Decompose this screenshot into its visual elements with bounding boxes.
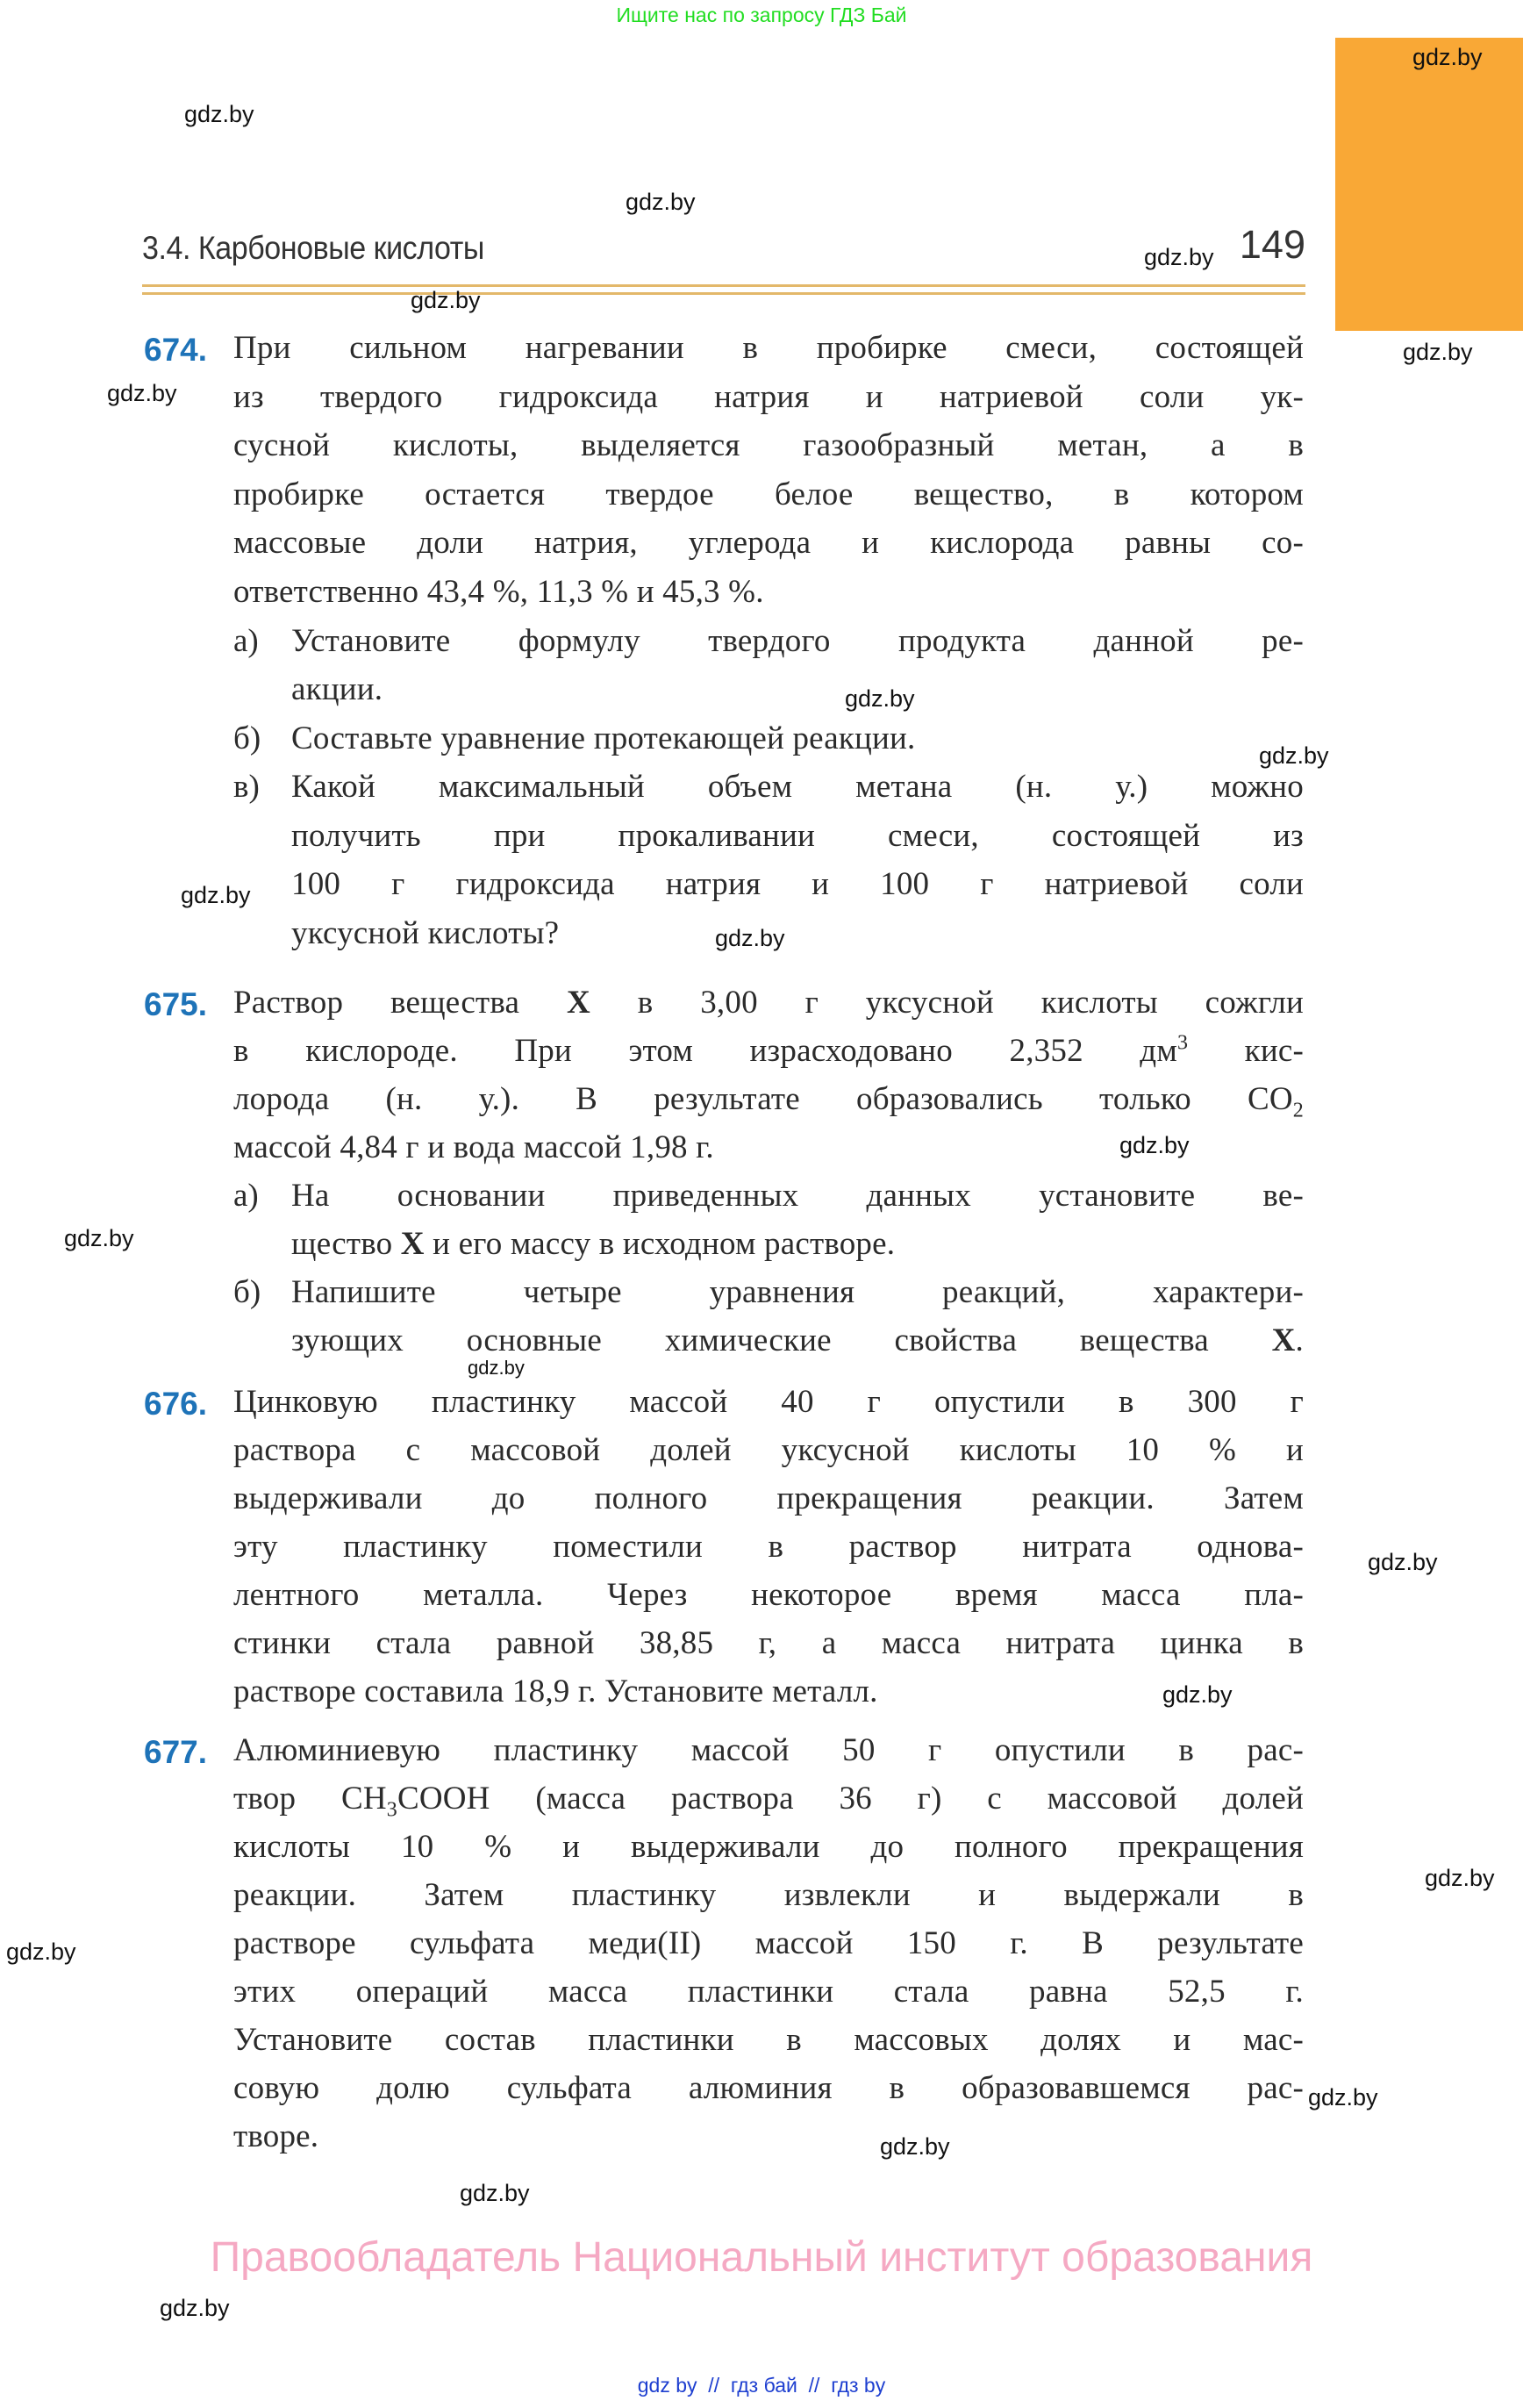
- copyright-notice: Правообладатель Национальный институт образования: [210, 2234, 1313, 2281]
- watermark: gdz.by: [107, 380, 177, 406]
- part-label: б): [233, 720, 261, 756]
- problem-text-line: При сильном нагревании в пробирке смеси, состоящей: [233, 330, 1304, 366]
- watermark: gdz.by: [6, 1939, 76, 1965]
- problem-text-line: [233, 1081, 1304, 1122]
- watermark: gdz.by: [1119, 1132, 1190, 1158]
- watermark: gdz.by: [184, 101, 254, 127]
- problem-text-line: Алюминиевую пластинку массой 50 г опустили в рас-: [233, 1732, 1304, 1768]
- part-text-line: 100 г гидроксида натрия и 100 г натриевой соли: [291, 866, 1304, 902]
- problem-text-line: [233, 986, 1304, 1019]
- watermark: gdz.by: [626, 189, 696, 215]
- text-span: в кислороде. При этом израсходовано 2,352 дм: [233, 1033, 1177, 1069]
- search-banner: Ищите нас по запросу ГДЗ Бай: [616, 4, 907, 26]
- watermark: gdz.by: [1144, 244, 1214, 270]
- text-span: COOH (масса раствора 36 г) с массовой долей: [397, 1781, 1304, 1817]
- part-text-line: [291, 1324, 1304, 1357]
- watermark: gdz.by: [468, 1357, 525, 1379]
- watermark: gdz.by: [1259, 742, 1329, 769]
- part-text-line: Установите формулу твердого продукта данной ре-: [291, 623, 1304, 659]
- watermark: gdz.by: [1403, 339, 1473, 365]
- text-span: щество: [291, 1226, 401, 1262]
- watermark: gdz.by: [160, 2295, 230, 2321]
- watermark: gdz.by: [845, 685, 915, 712]
- watermark: gdz.by: [1425, 1865, 1495, 1891]
- problem-text-line: растворе сульфата меди(II) массой 150 г. В результате: [233, 1925, 1304, 1961]
- problem-text-line: выдерживали до полного прекращения реакции. Затем: [233, 1480, 1304, 1516]
- text-span: твор CH: [233, 1781, 387, 1817]
- watermark: gdz.by: [880, 2133, 950, 2160]
- watermark: gdz.by: [1368, 1549, 1438, 1575]
- problem-text-line: стинки стала равной 38,85 г, а масса нитрата цинка в: [233, 1625, 1304, 1661]
- superscript: 3: [1176, 1031, 1189, 1055]
- watermark: gdz.by: [1162, 1681, 1233, 1708]
- footer-links[interactable]: gdz by // гдз бай // гдз by: [637, 2374, 886, 2397]
- problem-text-line: этих операций масса пластинки стала равна 52,5 г.: [233, 1974, 1304, 2010]
- watermark: gdz.by: [715, 925, 785, 951]
- part-text-line: Составьте уравнение протекающей реакции.: [291, 720, 916, 756]
- problem-number: 676.: [144, 1386, 208, 1422]
- part-text-line: [291, 1228, 1304, 1260]
- watermark: gdz.by: [1412, 44, 1483, 70]
- part-label: а): [233, 1178, 259, 1214]
- problem-text-line: массой 4,84 г и вода массой 1,98 г.: [233, 1129, 714, 1165]
- part-text-line: На основании приведенных данных установите ве-: [291, 1178, 1304, 1214]
- problem-number: 677.: [144, 1734, 208, 1770]
- problem-text-line: совую долю сульфата алюминия в образовавшемся рас-: [233, 2070, 1304, 2106]
- problem-text-line: массовые доли натрия, углерода и кислорода равны со-: [233, 525, 1304, 561]
- problem-text-line: реакции. Затем пластинку извлекли и выдержали в: [233, 1877, 1304, 1913]
- page-number: 149: [1239, 222, 1305, 267]
- header-rule-bottom: [142, 292, 1305, 295]
- problem-text-line: эту пластинку поместили в раствор нитрата однова-: [233, 1529, 1304, 1565]
- part-text-line: Напишите четыре уравнения реакций, характери-: [291, 1274, 1304, 1310]
- problem-number: 674.: [144, 332, 208, 368]
- problem-text-line: сусной кислоты, выделяется газообразный метан, а в: [233, 427, 1304, 463]
- text-span: и его массу в исходном растворе.: [424, 1226, 896, 1262]
- problem-text-line: Цинковую пластинку массой 40 г опустили в 300 г: [233, 1384, 1304, 1420]
- problem-text-line: лентного металла. Через некоторое время масса пла-: [233, 1577, 1304, 1613]
- problem-text-line: кислоты 10 % и выдерживали до полного прекращения: [233, 1829, 1304, 1865]
- text-span: .: [1295, 1322, 1304, 1358]
- text-span: лорода (н. у.). В результате образовались только CO: [233, 1081, 1293, 1117]
- problem-text-line: пробирке остается твердое белое вещество, в котором: [233, 477, 1304, 512]
- variable-x: X: [1271, 1322, 1296, 1358]
- problem-text-line: [233, 1031, 1304, 1069]
- part-text-line: Какой максимальный объем метана (н. у.) можно: [291, 769, 1304, 805]
- watermark: gdz.by: [64, 1225, 134, 1251]
- text-span: Раствор вещества: [233, 985, 567, 1021]
- watermark: gdz.by: [460, 2180, 530, 2206]
- problem-number: 675.: [144, 986, 208, 1022]
- text-span: кис-: [1188, 1033, 1304, 1069]
- section-title: 3.4. Карбоновые кислоты: [142, 230, 484, 266]
- watermark: gdz.by: [411, 287, 481, 313]
- part-label: а): [233, 623, 259, 659]
- variable-x: X: [566, 985, 590, 1021]
- variable-x: X: [400, 1226, 425, 1262]
- problem-text-line: [233, 1781, 1304, 1822]
- watermark: gdz.by: [181, 882, 251, 908]
- problem-text-line: ответственно 43,4 %, 11,3 % и 45,3 %.: [233, 574, 764, 610]
- problem-text-line: из твердого гидроксида натрия и натриевой соли ук-: [233, 379, 1304, 415]
- subscript: 3: [386, 1798, 397, 1822]
- watermark: gdz.by: [1308, 2084, 1378, 2111]
- part-label: в): [233, 769, 260, 805]
- part-text-line: получить при прокаливании смеси, состоящей из: [291, 818, 1304, 854]
- problem-text-line: творе.: [233, 2118, 319, 2154]
- text-span: в 3,00 г уксусной кислоты сожгли: [590, 985, 1305, 1021]
- problem-text-line: раствора с массовой долей уксусной кислоты 10 % и: [233, 1432, 1304, 1468]
- page-edge-tab: [1335, 38, 1523, 331]
- problem-text-line: растворе составила 18,9 г. Установите металл.: [233, 1673, 878, 1709]
- part-label: б): [233, 1274, 261, 1310]
- header-rule-top: [142, 284, 1305, 287]
- part-text-line: уксусной кислоты?: [291, 915, 560, 951]
- part-text-line: акции.: [291, 671, 383, 707]
- problem-text-line: Установите состав пластинки в массовых долях и мас-: [233, 2022, 1304, 2058]
- subscript: 2: [1292, 1099, 1304, 1122]
- text-span: зующих основные химические свойства вещества: [291, 1322, 1272, 1358]
